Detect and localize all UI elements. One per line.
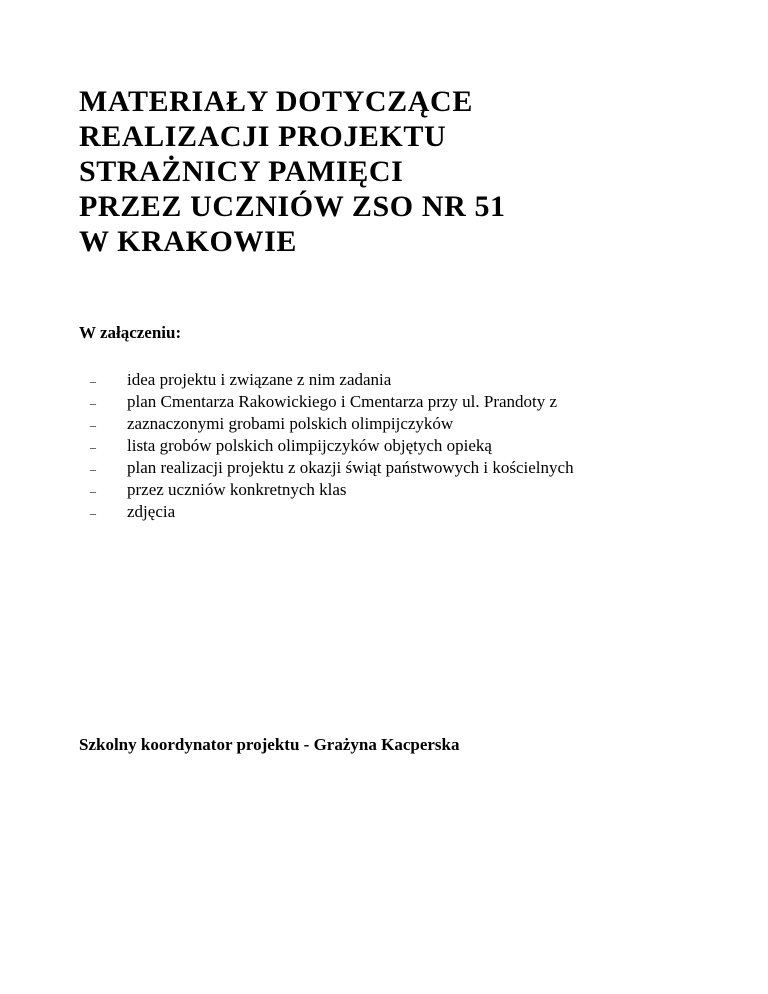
dash-bullet-icon: – (90, 374, 96, 388)
list-item (79, 479, 574, 501)
list-item (79, 369, 574, 391)
list-item-text: zdjęcia (127, 502, 176, 521)
dash-bullet-icon: – (90, 396, 96, 410)
title-line: STRAŻNICY PAMIĘCI (79, 155, 404, 188)
coordinator-signature: Szkolny koordynator projektu - Grażyna Kacperska (79, 735, 460, 754)
list-item (79, 457, 574, 479)
attachments-heading: W załączeniu: (79, 323, 182, 342)
title-line: PRZEZ UCZNIÓW ZSO NR 51 (79, 190, 506, 223)
dash-bullet-icon: – (90, 440, 96, 454)
list-item-text: lista grobów polskich olimpijczyków objętych opieką (127, 436, 492, 455)
list-item (79, 501, 574, 523)
list-item-text: plan realizacji projektu z okazji świąt państwowych i kościelnych (127, 458, 574, 477)
attachments-list (79, 369, 574, 523)
title-line: W KRAKOWIE (79, 225, 297, 258)
dash-bullet-icon: – (90, 462, 96, 476)
title-line: REALIZACJI PROJEKTU (79, 120, 447, 153)
dash-bullet-icon: – (90, 506, 96, 520)
dash-bullet-icon: – (90, 418, 96, 432)
list-item (79, 435, 574, 457)
list-item (79, 391, 574, 413)
dash-bullet-icon: – (90, 484, 96, 498)
list-item-text: zaznaczonymi grobami polskich olimpijczyków (127, 414, 454, 433)
title-line: MATERIAŁY DOTYCZĄCE (79, 85, 473, 118)
list-item-text: przez uczniów konkretnych klas (127, 480, 347, 499)
list-item-text: plan Cmentarza Rakowickiego i Cmentarza przy ul. Prandoty z (127, 392, 558, 411)
list-item (79, 413, 574, 435)
list-item-text: idea projektu i związane z nim zadania (127, 370, 392, 389)
document-title (79, 84, 719, 259)
